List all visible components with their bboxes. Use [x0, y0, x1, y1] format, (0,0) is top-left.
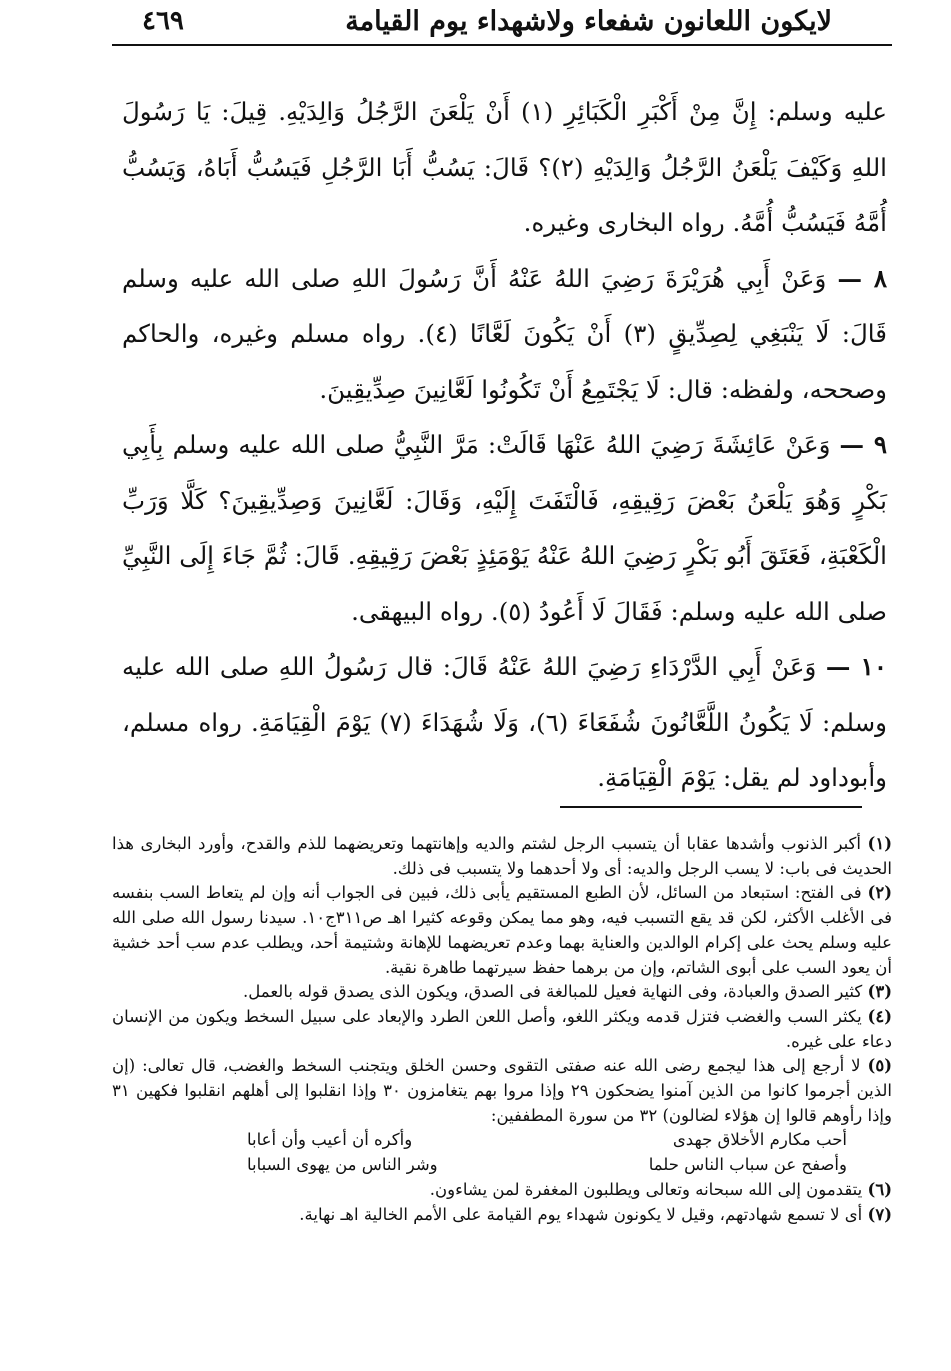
footnote [112, 1005, 892, 1054]
hadith-number: ٩ — [839, 430, 887, 459]
running-title: لايكون اللعانون شفعاء ولاشهداء يوم القيامة [345, 6, 832, 37]
footnote-text: لا أرجع إلى هذا ليجمع رضى الله عنه صفتى التقوى وحسن الخلق ويتجنب السخط والغضب، قال تعالى: (إن الذين أجرموا كانوا من الذين آمنوا يضحكون ٢٩ وإذا مروا بهم يتغامزون ٣٠ وإذا انقلبوا إلى أهلهم انقلبوا فكهين ٣١ وإذا رأوهم قالوا إن هؤلاء لضالون) ٣٢ من سورة المطففين: [112, 1056, 893, 1125]
footnote [112, 1054, 892, 1128]
footnote-text: كثير الصدق والعبادة، وفى النهاية فعيل للمبالغة فى الصدق، ويكون الذى يصدق قوله بالعمل. [243, 982, 863, 1002]
poem [247, 1128, 847, 1177]
footnote-separator [560, 806, 862, 808]
poem-hemistich: وأصفح عن سباب الناس حلما [648, 1155, 847, 1175]
footnote-text: فى الفتح: استبعاد من السائل، لأن الطبع المستقيم يأبى ذلك، فبين فى الجواب أنه وإن لم يتعاط السب بنفسه فى الأغلب الأكثر، لكن قد يقع التسبب فيه، وهو مما يمكن وقوعه كثيرا اهـ ص٣١١ج١٠. سيدنا رسول الله صلى الله عليه وسلم يحث على إكرام الوالدين والعناية بهما وعدم تعريضهما للإهانة وشتيمة أحد، ويطلب عدم سب أحد خشية أن يعود السب على أبوى الشاتم، وإن من برهما حفظ سيرتهما طاهرة نقية. [112, 883, 892, 977]
page-number: ٤٦٩ [142, 6, 184, 36]
footnote [112, 832, 892, 881]
footnote-number: (٥) [867, 1056, 893, 1076]
hadith-9 [122, 417, 887, 639]
footnote-number: (٦) [867, 1179, 892, 1199]
page-header [112, 2, 892, 46]
hadith-number: ١٠ — [825, 652, 887, 681]
hadith-text: وَعَنْ أَبِي هُرَيْرَةَ رَضِيَ اللهُ عَنْهُ أَنَّ رَسُولَ اللهِ صلى الله عليه وسلم قَالَ: لَا يَنْبَغِي لِصِدِّيقٍ (٣) أَنْ يَكُونَ لَعَّانًا (٤). رواه مسلم وغيره، والحاكم وصححه، ولفظه: قال: لَا يَجْتَمِعُ أَنْ تَكُونُوا لَعَّانِينَ صِدِّيقِينَ. [122, 263, 887, 404]
poem-line [247, 1128, 847, 1153]
hadith-number: ٨ — [837, 263, 887, 293]
poem-hemistich: وشر الناس من يهوى السبابا [247, 1155, 438, 1175]
poem-hemistich: أحب مكارم الأخلاق جهدى [672, 1130, 847, 1150]
footnote [112, 1178, 892, 1203]
footnote-number: (٣) [867, 982, 892, 1002]
footnote [112, 881, 892, 980]
footnote-number: (٧) [867, 1204, 892, 1224]
footnote-text: يكثر السب والغضب فتزل قدمه ويكثر اللغو، وأصل اللعن الطرد والإبعاد على سبيل السخط ويكون من الإنسان دعاء على غيره. [112, 1006, 892, 1051]
footnotes [112, 832, 892, 1227]
poem-line [247, 1153, 847, 1178]
poem-hemistich: وأكره أن أعيب وأن أعابا [247, 1130, 413, 1150]
footnote-number: (١) [867, 834, 892, 853]
hadith-text: وَعَنْ أَبِي الدَّرْدَاءِ رَضِيَ اللهُ عَنْهُ قَالَ: قال رَسُولُ اللهِ صلى الله عليه وسلم: لَا يَكُونُ اللَّعَّانُونَ شُفَعَاءَ (٦)، وَلَا شُهَدَاءَ (٧) يَوْمَ الْقِيَامَةِ. رواه مسلم، وأبوداود لم يقل: يَوْمَ الْقِيَامَةِ. [122, 652, 888, 792]
hadith-8 [122, 251, 887, 418]
footnote-text: يتقدمون إلى الله سبحانه وتعالى ويطلبون المغفرة لمن يشاءون. [429, 1179, 863, 1199]
footnote-number: (٢) [867, 883, 892, 903]
footnote-text: أكبر الذنوب وأشدها عقابا أن يتسبب الرجل لشتم والديه وإهانتهما وتعريضهما للذم والقدح، وأورد البخارى هذا الحديث فى باب: لا يسب الرجل والديه: أى ولا أحدهما ولا يتسبب فى ذلك. [112, 834, 892, 878]
paragraph-continuation: عليه وسلم: إِنَّ مِنْ أَكْبَرِ الْكَبَائِرِ (١) أَنْ يَلْعَنَ الرَّجُلُ وَالِدَيْهِ. قِيلَ: يَا رَسُولَ اللهِ وَكَيْفَ يَلْعَنُ الرَّجُلُ وَالِدَيْهِ (٢)؟ قَالَ: يَسُبُّ أَبَا الرَّجُلِ فَيَسُبُّ أَبَاهُ، وَيَسُبُّ أُمَّهُ فَيَسُبُّ أُمَّهُ. رواه البخارى وغيره. [122, 97, 888, 237]
footnote-text: أى لا تسمع شهادتهم، وقيل لا يكونون شهداء يوم القيامة على الأمم الخالية اهـ نهاية. [299, 1204, 863, 1224]
footnote [112, 980, 892, 1005]
main-text [122, 84, 887, 806]
hadith-10 [122, 639, 887, 806]
hadith-text: وَعَنْ عَائِشَةَ رَضِيَ اللهُ عَنْهَا قَالَتْ: مَرَّ النَّبِيُّ صلى الله عليه وسلم بِأَبِي بَكْرٍ وَهُوَ يَلْعَنُ بَعْضَ رَقِيقِهِ، فَالْتَفَتَ إِلَيْهِ، وَقَالَ: لَعَّانِينَ وَصِدِّيقِينَ؟ كَلَّا وَرَبِّ الْكَعْبَةِ، فَعَتَقَ أَبُو بَكْرٍ رَضِيَ اللهُ عَنْهُ يَوْمَئِذٍ بَعْضَ رَقِيقِهِ. قَالَ: ثُمَّ جَاءَ إِلَى النَّبِيِّ صلى الله عليه وسلم: فَقَالَ لَا أَعُودُ (٥). رواه البيهقى. [122, 430, 887, 626]
footnote-number: (٤) [867, 1006, 892, 1026]
footnote [112, 1203, 892, 1228]
